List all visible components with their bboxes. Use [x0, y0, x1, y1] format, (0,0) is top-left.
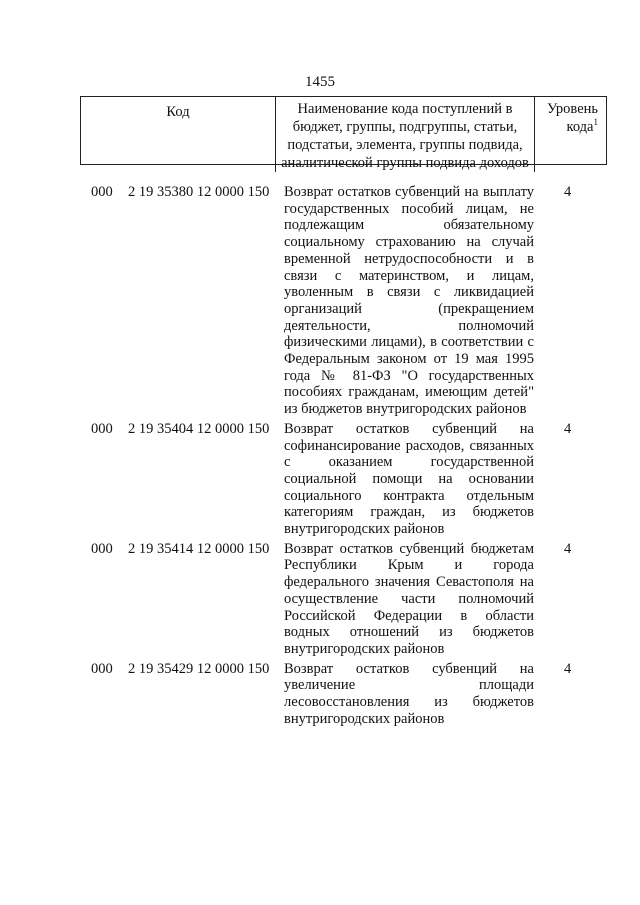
header-code: Код	[166, 104, 190, 120]
admin-code: 000	[91, 540, 113, 557]
income-code: 2 19 35380 12 0000 150	[128, 184, 270, 200]
code-level: 4	[564, 184, 572, 200]
table-row	[0, 184, 640, 418]
income-code: 2 19 35429 12 0000 150	[128, 660, 270, 677]
header-name: Наименование кода поступлений в бюджет, группы, подгруппы, статьи, подстатьи, элемента, группы подвида, аналитической группы подвида доходов	[275, 97, 534, 172]
admin-code: 000	[91, 420, 113, 437]
income-code: 2 19 35414 12 0000 150	[128, 540, 270, 557]
admin-code: 000	[91, 184, 113, 200]
code-level: 4	[564, 660, 572, 677]
table-row	[0, 661, 640, 728]
income-description: Возврат остатков субвенций на софинансирование расходов, связанных с оказанием государственной социальной помощи на основании социального контракта отдельным категориям граждан, из бюджетов внутригородских районов	[284, 420, 534, 538]
code-level: 4	[564, 540, 572, 557]
income-description: Возврат остатков субвенций на выплату государственных пособий лицам, не подлежащим обязательному социальному страхованию на случай временной нетрудоспособности и в связи с материнством, и лицам, уволенным в связи с ликвидацией организаций (прекращением деятельности, полномочий физическими лицами), в соответствии с Федеральным законом от 19 мая 1995 года № 81-ФЗ "О государственных пособиях гражданам, имеющим детей" из бюджетов внутригородских районов	[284, 184, 534, 418]
header-level-footnote: 1	[593, 117, 598, 128]
header-level-label: Уровень кода	[546, 101, 598, 135]
table-body	[0, 184, 640, 728]
code-level: 4	[564, 420, 572, 437]
income-description: Возврат остатков субвенций бюджетам Республики Крым и города федерального значения Севастополя на осуществление части полномочий Российской Федерации в области водных отношений из бюджетов внутригородских районов	[284, 540, 534, 657]
page-number: 1455	[305, 74, 335, 90]
header-level	[534, 97, 606, 172]
income-description: Возврат остатков субвенций на увеличение площади лесовосстановления из бюджетов внутригородских районов	[284, 660, 534, 727]
income-code: 2 19 35404 12 0000 150	[128, 420, 270, 437]
admin-code: 000	[91, 660, 113, 677]
table-row	[0, 541, 640, 658]
table-row	[0, 421, 640, 538]
table-header	[80, 96, 607, 171]
